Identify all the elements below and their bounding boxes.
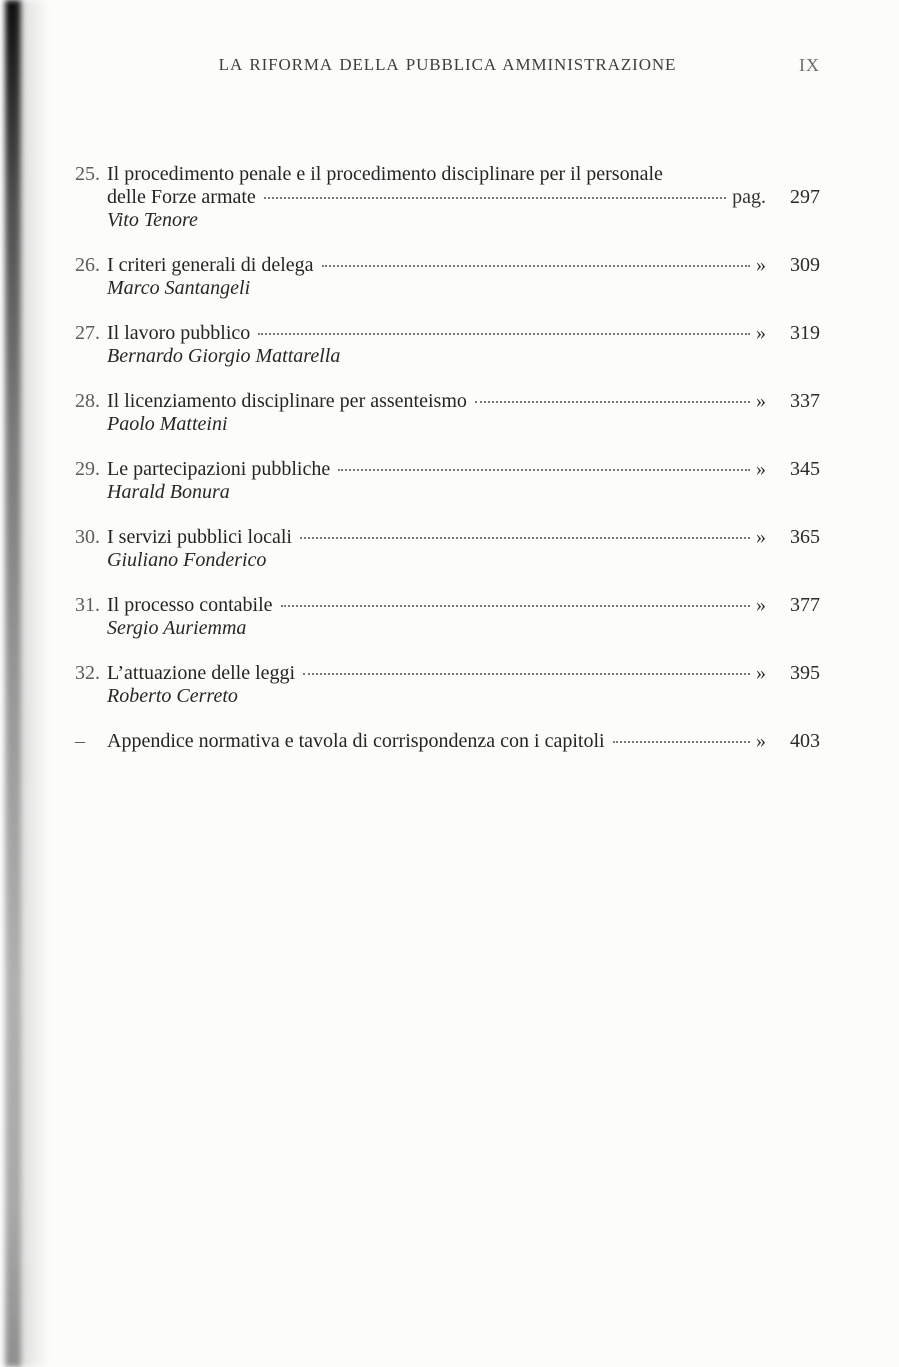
dot-leader (338, 469, 750, 471)
entry-body (107, 730, 820, 753)
entry-page-number: 365 (790, 526, 820, 548)
toc-entry (75, 322, 820, 368)
dot-leader (264, 197, 726, 199)
entry-number: – (75, 730, 85, 752)
entry-body (107, 662, 820, 708)
entry-author: Sergio Auriemma (107, 617, 247, 639)
entry-body (107, 526, 820, 572)
entry-title: delle Forze armate (107, 186, 256, 208)
entry-title: Appendice normativa e tavola di corrispondenza con i capitoli (107, 730, 605, 752)
entry-page-number: 345 (790, 458, 820, 480)
entry-title-line (107, 458, 820, 481)
entry-page-number: 377 (790, 594, 820, 616)
page-marker: » (756, 526, 766, 548)
entry-body (107, 458, 820, 504)
entry-number: 31. (75, 594, 100, 616)
dot-leader (258, 333, 750, 335)
entry-title-line (107, 390, 820, 413)
dot-leader (475, 401, 750, 403)
dot-leader (303, 673, 750, 675)
page-marker: » (756, 662, 766, 684)
entry-number: 32. (75, 662, 100, 684)
entry-title: Il licenziamento disciplinare per assenteismo (107, 390, 467, 412)
entry-author: Paolo Matteini (107, 413, 228, 435)
entry-author: Bernardo Giorgio Mattarella (107, 345, 341, 367)
dot-leader (300, 537, 750, 539)
toc-entry (75, 594, 820, 640)
entry-author: Marco Santangeli (107, 277, 251, 299)
page-header (75, 55, 820, 79)
entry-author: Vito Tenore (107, 209, 198, 231)
toc-entry (75, 254, 820, 300)
entry-number: 28. (75, 390, 100, 412)
entry-title-wrap-line: Il procedimento penale e il procedimento disciplinare per il personale (107, 163, 663, 185)
entry-title-line (107, 662, 820, 685)
entry-title-line (107, 254, 820, 277)
dot-leader (281, 605, 751, 607)
entry-title: Il processo contabile (107, 594, 273, 616)
toc-entry (75, 526, 820, 572)
entry-number: 30. (75, 526, 100, 548)
folio-page-number: IX (799, 55, 820, 75)
toc-entry (75, 662, 820, 708)
entry-author: Roberto Cerreto (107, 685, 238, 707)
entry-number: 26. (75, 254, 100, 276)
entry-title-line (107, 186, 820, 209)
entry-body (107, 322, 820, 368)
entry-title: I criteri generali di delega (107, 254, 314, 276)
entry-page-number: 297 (790, 186, 820, 208)
entry-number: 25. (75, 163, 100, 185)
binding-shadow-fade (18, 0, 48, 1367)
entry-page-number: 395 (790, 662, 820, 684)
entry-title-line (107, 730, 820, 753)
entry-author: Giuliano Fonderico (107, 549, 267, 571)
entry-number: 27. (75, 322, 100, 344)
entry-body (107, 163, 820, 232)
entry-body (107, 254, 820, 300)
entry-page-number: 337 (790, 390, 820, 412)
entry-page-number: 309 (790, 254, 820, 276)
page-marker: » (756, 322, 766, 344)
entry-title: Il lavoro pubblico (107, 322, 251, 344)
entry-title-line (107, 594, 820, 617)
entry-body (107, 390, 820, 436)
toc-list (75, 163, 820, 753)
entry-page-number: 403 (790, 730, 820, 752)
page-marker: » (756, 730, 766, 752)
toc-entry (75, 730, 820, 753)
page-marker: » (756, 254, 766, 276)
entry-body (107, 594, 820, 640)
toc-entry (75, 458, 820, 504)
page-marker: » (756, 390, 766, 412)
page-marker: » (756, 594, 766, 616)
toc-entry (75, 390, 820, 436)
entry-title-line (107, 526, 820, 549)
entry-author: Harald Bonura (107, 481, 230, 503)
entry-title: L’attuazione delle leggi (107, 662, 296, 684)
entry-title: Le partecipazioni pubbliche (107, 458, 331, 480)
page-marker: pag. (732, 186, 766, 208)
entry-page-number: 319 (790, 322, 820, 344)
running-title: LA RIFORMA DELLA PUBBLICA AMMINISTRAZIONE (218, 55, 677, 74)
dot-leader (322, 265, 750, 267)
dot-leader (613, 741, 750, 743)
entry-title-line (107, 322, 820, 345)
entry-number: 29. (75, 458, 100, 480)
entry-title: I servizi pubblici locali (107, 526, 292, 548)
page-marker: » (756, 458, 766, 480)
toc-entry (75, 163, 820, 232)
